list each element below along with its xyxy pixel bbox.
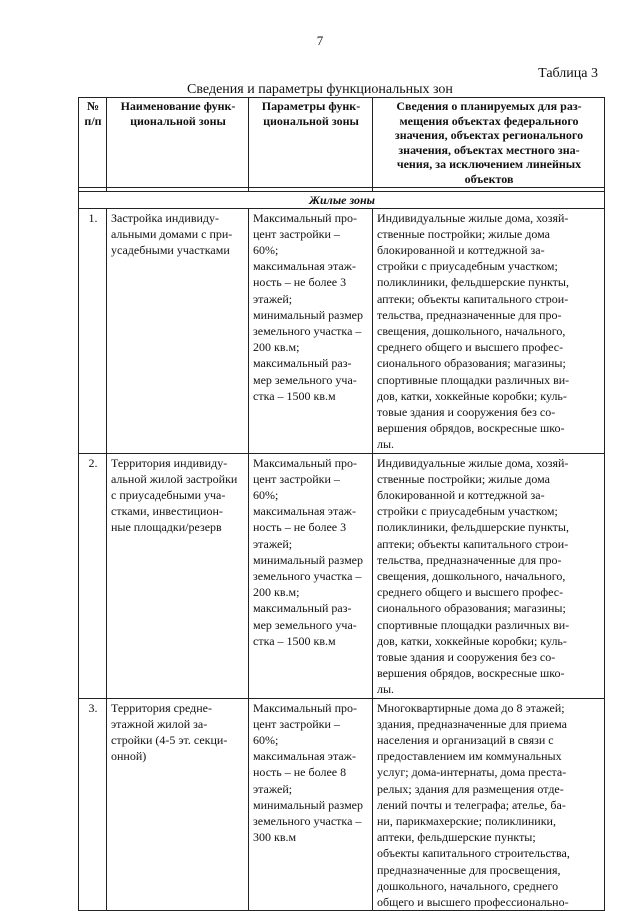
table-row [79,698,605,911]
table-header-row [79,98,605,188]
zone-params: Максимальный про- цент застройки – 60%; максимальная этаж- ность – не более 8 этажей; минимальный размер земельного участка – 300 кв.м [249,698,373,911]
zone-planned-objects: Многоквартирные дома до 8 этажей; здания, предназначенные для приема населения и организаций в связи с предоставлением им коммунальных услуг; дома-интернаты, дома преста- релых; здания для размещения отде- лений почты и телеграфа; ателье, ба- ни, парикмахерские; поликлиники, аптеки, фельдшерские пункты; объекты капитального строительства, предназначенные для просвещения, дошкольного, начального, среднего общего и высшего профессионально- [373,698,605,911]
table-row [79,453,605,698]
row-num: 1. [79,208,107,453]
zone-params: Максимальный про- цент застройки – 60%; максимальная этаж- ность – не более 3 этажей; минимальный размер земельного участка – 200 кв.м; максимальный раз- мер земельного уча- стка – 1500 кв.м [249,208,373,453]
section-row [79,191,605,208]
zone-params: Максимальный про- цент застройки – 60%; максимальная этаж- ность – не более 3 этажей; минимальный размер земельного участка – 200 кв.м; максимальный раз- мер земельного уча- стка – 1500 кв.м [249,453,373,698]
zone-planned-objects: Индивидуальные жилые дома, хозяй- ственные постройки; жилые дома блокированной и коттеджной за- стройки с приусадебным участком; поликлиники, фельдшерские пункты, аптеки; объекты капитального строи- тельства, предназначенные для про- свещения, дошкольного, начального, среднего общего и высшего профес- сионального образования; магазины; спортивные площадки различных ви- дов, катки, хоккейные коробки; куль- товые здания и сооружения без со- вершения обрядов, воскресные шко- лы. [373,453,605,698]
section-title: Жилые зоны [79,191,605,208]
zone-name: Территория средне- этажной жилой за- стройки (4-5 эт. секци- онной) [107,698,249,911]
page-number: 7 [316,33,324,48]
functional-zones-table [78,97,605,911]
row-num: 2. [79,453,107,698]
header-zone-params: Параметры функ- циональной зоны [249,98,373,188]
header-num: № п/п [79,98,107,188]
table-row [79,208,605,453]
document-title: Сведения и параметры функциональных зон [187,82,453,97]
zone-planned-objects: Индивидуальные жилые дома, хозяй- ственные постройки; жилые дома блокированной и коттеджной за- стройки с приусадебным участком; поликлиники, фельдшерские пункты, аптеки; объекты капитального строи- тельства, предназначенные для про- свещения, дошкольного, начального, среднего общего и высшего профес- сионального образования; магазины; спортивные площадки различных ви- дов, катки, хоккейные коробки; куль- товые здания и сооружения без со- вершения обрядов, воскресные шко- лы. [373,208,605,453]
table-label: Таблица 3 [538,66,598,81]
header-zone-name: Наименование функ- циональной зоны [107,98,249,188]
row-num: 3. [79,698,107,911]
header-planned-objects: Сведения о планируемых для раз- мещения объектах федерального значения, объектах регионального значения, объектах местного зна- чения, за исключением линейных объектов [373,98,605,188]
zone-name: Застройка индивиду- альными домами с при- усадебными участками [107,208,249,453]
zone-name: Территория индивиду- альной жилой застройки с приусадебными уча- стками, инвестицион- ные площадки/резерв [107,453,249,698]
